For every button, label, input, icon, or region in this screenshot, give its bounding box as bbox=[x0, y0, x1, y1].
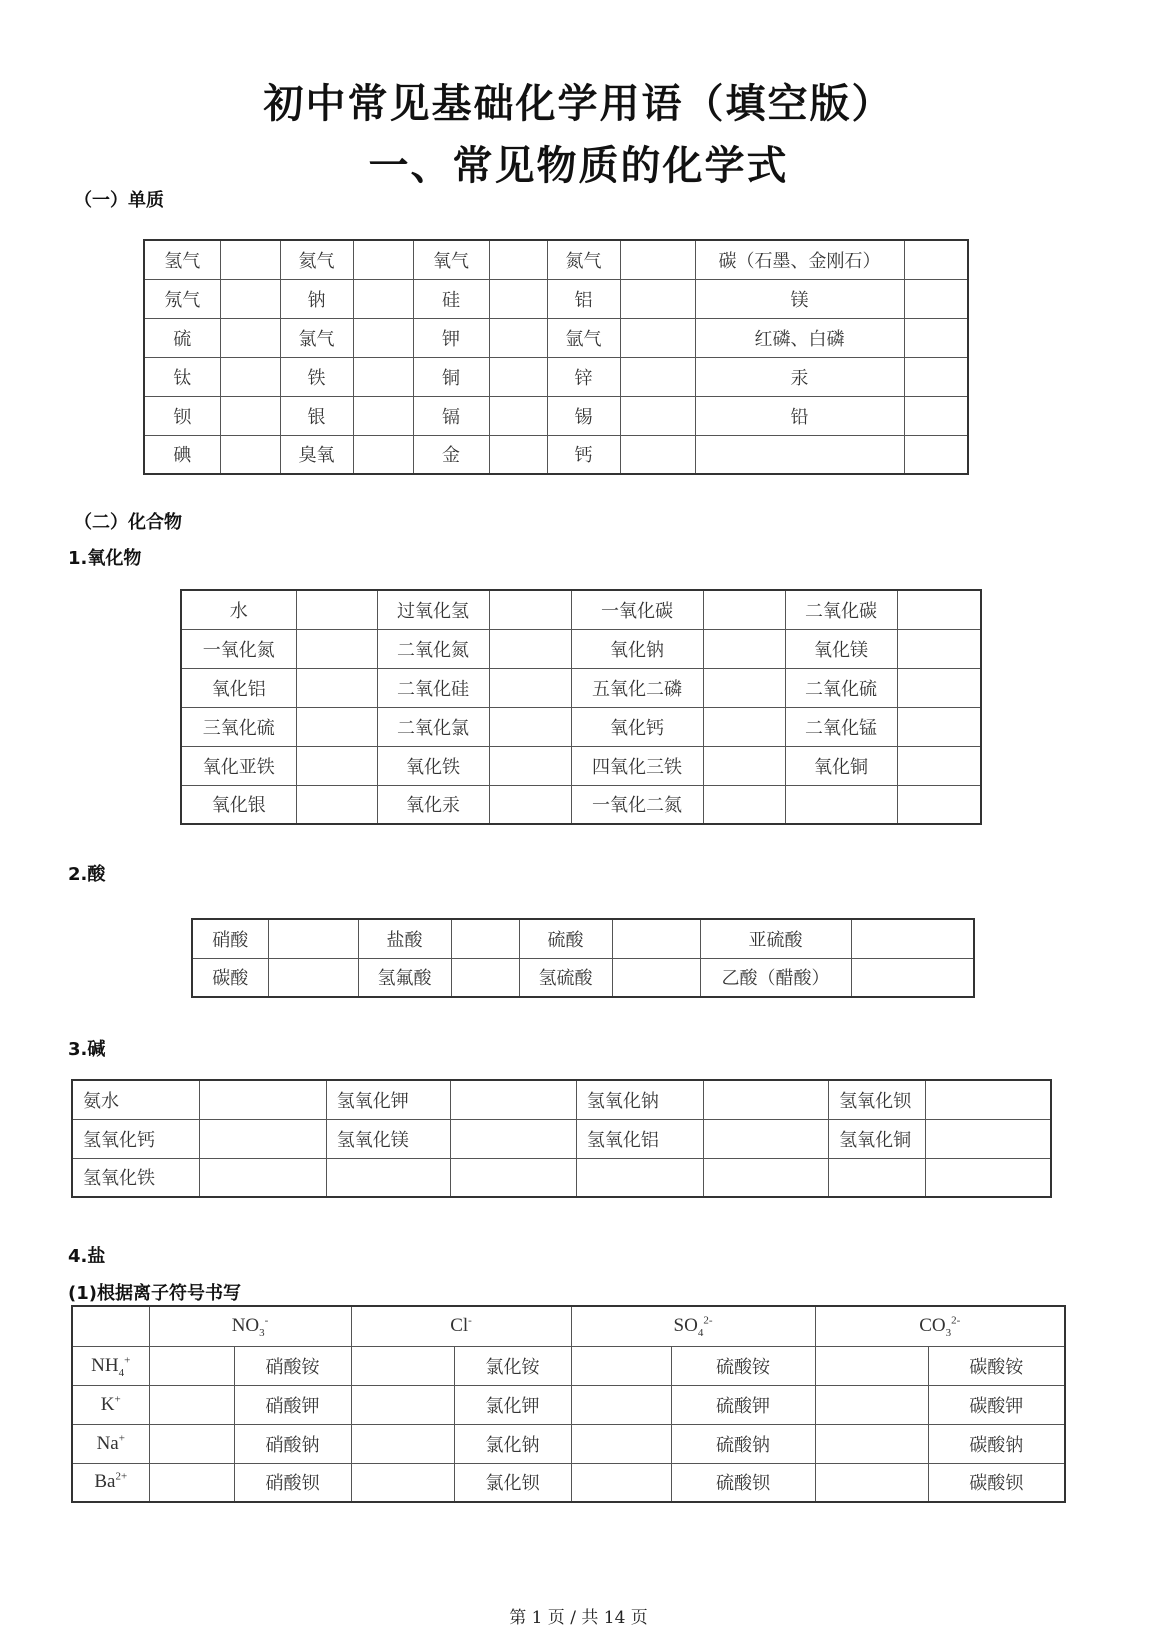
oxides-answer-cell[interactable] bbox=[489, 629, 571, 668]
oxides-row bbox=[181, 785, 981, 824]
salt-answer-cell[interactable] bbox=[149, 1463, 234, 1502]
ion-subscript: 3 bbox=[259, 1327, 265, 1340]
bases-label-cell bbox=[576, 1158, 703, 1197]
elements-table bbox=[143, 239, 969, 475]
section_elements-answer-cell[interactable] bbox=[904, 357, 968, 396]
ion-charge: 2- bbox=[703, 1314, 713, 1327]
salt-name-cell: 硝酸钡 bbox=[234, 1463, 351, 1502]
bases-answer-cell[interactable] bbox=[925, 1080, 1051, 1119]
section_elements-label-cell: 锡 bbox=[547, 396, 620, 435]
acids-label-cell: 氢氟酸 bbox=[358, 958, 451, 997]
oxides-answer-cell[interactable] bbox=[296, 746, 377, 785]
oxides-label-cell: 四氧化三铁 bbox=[571, 746, 703, 785]
salts-subheading: (1)根据离子符号书写 bbox=[68, 1283, 241, 1304]
oxides-heading: 1.氧化物 bbox=[68, 548, 142, 569]
ion-symbol: CO bbox=[919, 1315, 946, 1337]
acids-answer-cell[interactable] bbox=[451, 919, 519, 958]
section_elements-answer-cell[interactable] bbox=[220, 435, 280, 474]
oxides-label-cell: 二氧化硅 bbox=[377, 668, 489, 707]
bases-label-cell: 氢氧化镁 bbox=[326, 1119, 451, 1158]
section_elements-answer-cell[interactable] bbox=[353, 279, 413, 318]
oxides-row bbox=[181, 590, 981, 629]
oxides-label-cell: 氧化铝 bbox=[181, 668, 296, 707]
salt-answer-cell[interactable] bbox=[571, 1463, 671, 1502]
section_elements-label-cell: 氢气 bbox=[144, 240, 220, 279]
ion-charge: + bbox=[114, 1393, 121, 1406]
acids-label-cell: 盐酸 bbox=[358, 919, 451, 958]
acids-label-cell: 亚硫酸 bbox=[700, 919, 851, 958]
section_elements-answer-cell[interactable] bbox=[220, 240, 280, 279]
oxides-label-cell: 氧化镁 bbox=[785, 629, 897, 668]
salts-table bbox=[71, 1305, 1066, 1503]
bases-heading: 3.碱 bbox=[68, 1039, 106, 1060]
bases-label-cell: 氢氧化铁 bbox=[72, 1158, 200, 1197]
salt-answer-cell[interactable] bbox=[571, 1346, 671, 1385]
oxides-answer-cell[interactable] bbox=[489, 785, 571, 824]
bases-answer-cell[interactable] bbox=[200, 1158, 327, 1197]
salt-answer-cell[interactable] bbox=[571, 1424, 671, 1463]
salt-name-cell: 硫酸钡 bbox=[671, 1463, 815, 1502]
salt-name-cell: 碳酸钾 bbox=[928, 1385, 1065, 1424]
section_elements-label-cell: 红磷、白磷 bbox=[695, 318, 904, 357]
salts-row bbox=[72, 1424, 1065, 1463]
section_elements-label-cell: 钾 bbox=[413, 318, 489, 357]
oxides-answer-cell[interactable] bbox=[296, 590, 377, 629]
section_elements-row bbox=[144, 318, 968, 357]
acids-label-cell: 硝酸 bbox=[192, 919, 268, 958]
oxides-label-cell: 氧化银 bbox=[181, 785, 296, 824]
section_elements-answer-cell[interactable] bbox=[620, 435, 695, 474]
salt-name-cell: 氯化钡 bbox=[454, 1463, 571, 1502]
ion-charge: - bbox=[264, 1314, 269, 1327]
acids-table bbox=[191, 918, 975, 998]
ion-symbol: NH bbox=[91, 1354, 119, 1376]
oxides-row bbox=[181, 707, 981, 746]
oxides-label-cell: 氧化亚铁 bbox=[181, 746, 296, 785]
salts-heading: 4.盐 bbox=[68, 1246, 106, 1267]
section_elements-answer-cell[interactable] bbox=[904, 396, 968, 435]
section-title: 一、常见物质的化学式 bbox=[368, 143, 789, 189]
bases-row bbox=[72, 1119, 1051, 1158]
salt-name-cell: 硫酸铵 bbox=[671, 1346, 815, 1385]
anion-formula bbox=[231, 1314, 269, 1340]
section_elements-answer-cell[interactable] bbox=[620, 357, 695, 396]
section_elements-answer-cell[interactable] bbox=[620, 279, 695, 318]
section_elements-label-cell: 硅 bbox=[413, 279, 489, 318]
oxides-label-cell: 二氧化碳 bbox=[785, 590, 897, 629]
cation-header-cell bbox=[72, 1385, 149, 1424]
anion-formula bbox=[673, 1314, 713, 1340]
oxides-label-cell: 三氧化硫 bbox=[181, 707, 296, 746]
acids-answer-cell[interactable] bbox=[612, 958, 700, 997]
section_elements-label-cell: 碘 bbox=[144, 435, 220, 474]
oxides-answer-cell[interactable] bbox=[489, 668, 571, 707]
bases-answer-cell[interactable] bbox=[925, 1158, 1051, 1197]
salt-answer-cell[interactable] bbox=[815, 1346, 928, 1385]
acids-answer-cell[interactable] bbox=[612, 919, 700, 958]
oxides-table bbox=[180, 589, 982, 825]
acids-answer-cell[interactable] bbox=[851, 919, 974, 958]
oxides-label-cell: 氧化钠 bbox=[571, 629, 703, 668]
bases-label-cell: 氢氧化钠 bbox=[576, 1080, 703, 1119]
section_elements-row bbox=[144, 240, 968, 279]
section_elements-answer-cell[interactable] bbox=[220, 318, 280, 357]
section_elements-answer-cell[interactable] bbox=[353, 435, 413, 474]
cation-header-cell bbox=[72, 1346, 149, 1385]
salts-row bbox=[72, 1346, 1065, 1385]
anion-formula bbox=[919, 1314, 961, 1340]
ion-charge: 2- bbox=[951, 1314, 961, 1327]
section_elements-label-cell: 镉 bbox=[413, 396, 489, 435]
bases-answer-cell[interactable] bbox=[200, 1080, 327, 1119]
salt-name-cell: 硫酸钾 bbox=[671, 1385, 815, 1424]
elements-heading: （一）单质 bbox=[74, 190, 164, 211]
salts-row bbox=[72, 1463, 1065, 1502]
section_elements-row bbox=[144, 435, 968, 474]
section_elements-answer-cell[interactable] bbox=[489, 396, 547, 435]
oxides-answer-cell[interactable] bbox=[897, 668, 981, 707]
oxides-answer-cell[interactable] bbox=[703, 590, 785, 629]
bases-answer-cell[interactable] bbox=[703, 1080, 829, 1119]
salt-answer-cell[interactable] bbox=[351, 1385, 454, 1424]
oxides-label-cell: 二氧化氮 bbox=[377, 629, 489, 668]
bases-answer-cell[interactable] bbox=[451, 1119, 577, 1158]
anion-header-cell bbox=[571, 1306, 815, 1346]
salt-answer-cell[interactable] bbox=[815, 1385, 928, 1424]
section_elements-label-cell: 钛 bbox=[144, 357, 220, 396]
oxides-answer-cell[interactable] bbox=[489, 707, 571, 746]
section_elements-label-cell: 硫 bbox=[144, 318, 220, 357]
section_elements-label-cell: 金 bbox=[413, 435, 489, 474]
section_elements-label-cell: 镁 bbox=[695, 279, 904, 318]
section_elements-answer-cell[interactable] bbox=[904, 240, 968, 279]
section_elements-label-cell: 钠 bbox=[280, 279, 353, 318]
ion-subscript: 3 bbox=[945, 1327, 952, 1340]
oxides-label-cell: 过氧化氢 bbox=[377, 590, 489, 629]
oxides-label-cell: 一氧化二氮 bbox=[571, 785, 703, 824]
salt-name-cell: 硝酸铵 bbox=[234, 1346, 351, 1385]
salt-name-cell: 硝酸钠 bbox=[234, 1424, 351, 1463]
section_elements-label-cell: 银 bbox=[280, 396, 353, 435]
section_elements-label-cell: 铝 bbox=[547, 279, 620, 318]
section_elements-label-cell: 钡 bbox=[144, 396, 220, 435]
section_elements-answer-cell[interactable] bbox=[904, 279, 968, 318]
oxides-row bbox=[181, 629, 981, 668]
oxides-answer-cell[interactable] bbox=[703, 746, 785, 785]
oxides-answer-cell[interactable] bbox=[897, 746, 981, 785]
bases-label-cell: 氨水 bbox=[72, 1080, 200, 1119]
section_elements-label-cell: 氧气 bbox=[413, 240, 489, 279]
salt-answer-cell[interactable] bbox=[149, 1385, 234, 1424]
oxides-answer-cell[interactable] bbox=[897, 707, 981, 746]
salt-name-cell: 碳酸铵 bbox=[928, 1346, 1065, 1385]
section_elements-answer-cell[interactable] bbox=[489, 318, 547, 357]
acids-label-cell: 硫酸 bbox=[519, 919, 612, 958]
salt-name-cell: 氯化钠 bbox=[454, 1424, 571, 1463]
section_elements-row bbox=[144, 396, 968, 435]
acids-answer-cell[interactable] bbox=[268, 958, 358, 997]
ion-symbol: SO bbox=[673, 1315, 698, 1337]
section_elements-row bbox=[144, 279, 968, 318]
cation-header-cell bbox=[72, 1424, 149, 1463]
section_elements-label-cell: 钙 bbox=[547, 435, 620, 474]
anion-header-cell bbox=[815, 1306, 1065, 1346]
section_elements-label-cell: 铁 bbox=[280, 357, 353, 396]
section_elements-answer-cell[interactable] bbox=[620, 318, 695, 357]
section_elements-answer-cell[interactable] bbox=[353, 396, 413, 435]
page-footer: 第 1 页 / 共 14 页 bbox=[509, 1608, 648, 1628]
anion-header-cell bbox=[149, 1306, 351, 1346]
oxides-label-cell: 氧化钙 bbox=[571, 707, 703, 746]
oxides-answer-cell[interactable] bbox=[703, 707, 785, 746]
section_elements-answer-cell[interactable] bbox=[904, 435, 968, 474]
acids-label-cell: 碳酸 bbox=[192, 958, 268, 997]
acids-answer-cell[interactable] bbox=[851, 958, 974, 997]
section_elements-answer-cell[interactable] bbox=[620, 240, 695, 279]
oxides-answer-cell[interactable] bbox=[897, 785, 981, 824]
ion-subscript: 4 bbox=[697, 1327, 704, 1340]
salts-header-row bbox=[72, 1306, 1065, 1346]
ion-charge: - bbox=[468, 1314, 472, 1327]
section_elements-label-cell: 氮气 bbox=[547, 240, 620, 279]
oxides-answer-cell[interactable] bbox=[296, 668, 377, 707]
salt-name-cell: 硫酸钠 bbox=[671, 1424, 815, 1463]
ion-symbol: Na bbox=[96, 1432, 119, 1454]
oxides-answer-cell[interactable] bbox=[897, 629, 981, 668]
ion-charge: + bbox=[124, 1354, 131, 1367]
cation-formula bbox=[101, 1394, 121, 1415]
salt-name-cell: 碳酸钡 bbox=[928, 1463, 1065, 1502]
anion-header-cell bbox=[351, 1306, 571, 1346]
salt-answer-cell[interactable] bbox=[815, 1463, 928, 1502]
salt-name-cell: 硝酸钾 bbox=[234, 1385, 351, 1424]
section_elements-label-cell: 氩气 bbox=[547, 318, 620, 357]
section_elements-label-cell: 铜 bbox=[413, 357, 489, 396]
section_elements-label-cell: 锌 bbox=[547, 357, 620, 396]
bases-label-cell bbox=[829, 1158, 926, 1197]
salt-answer-cell[interactable] bbox=[149, 1346, 234, 1385]
section_elements-answer-cell[interactable] bbox=[220, 279, 280, 318]
section_elements-answer-cell[interactable] bbox=[220, 357, 280, 396]
oxides-answer-cell[interactable] bbox=[489, 746, 571, 785]
oxides-label-cell: 一氧化氮 bbox=[181, 629, 296, 668]
document-title: 初中常见基础化学用语（填空版） bbox=[263, 81, 894, 127]
oxides-label-cell: 二氧化硫 bbox=[785, 668, 897, 707]
bases-label-cell: 氢氧化钾 bbox=[326, 1080, 451, 1119]
oxides-answer-cell[interactable] bbox=[703, 629, 785, 668]
oxides-label-cell: 水 bbox=[181, 590, 296, 629]
acids-row bbox=[192, 958, 974, 997]
acids-heading: 2.酸 bbox=[68, 864, 106, 885]
oxides-label-cell: 二氧化氯 bbox=[377, 707, 489, 746]
oxides-row bbox=[181, 668, 981, 707]
section_elements-label-cell: 氖气 bbox=[144, 279, 220, 318]
cation-formula bbox=[97, 1433, 125, 1454]
ion-symbol: K bbox=[100, 1393, 115, 1415]
ion-symbol: Ba bbox=[94, 1471, 116, 1493]
oxides-label-cell: 氧化汞 bbox=[377, 785, 489, 824]
bases-answer-cell[interactable] bbox=[703, 1158, 829, 1197]
bases-answer-cell[interactable] bbox=[451, 1080, 577, 1119]
oxides-label-cell: 一氧化碳 bbox=[571, 590, 703, 629]
oxides-row bbox=[181, 746, 981, 785]
oxides-answer-cell[interactable] bbox=[897, 590, 981, 629]
salt-answer-cell[interactable] bbox=[571, 1385, 671, 1424]
section_elements-label-cell: 氦气 bbox=[280, 240, 353, 279]
anion-formula bbox=[450, 1315, 472, 1336]
section_elements-answer-cell[interactable] bbox=[904, 318, 968, 357]
ion-symbol: Cl bbox=[450, 1315, 469, 1337]
section_elements-label-cell: 臭氧 bbox=[280, 435, 353, 474]
oxides-label-cell: 氧化铜 bbox=[785, 746, 897, 785]
bases-answer-cell[interactable] bbox=[451, 1158, 577, 1197]
section_elements-label-cell bbox=[695, 435, 904, 474]
ion-charge: 2+ bbox=[115, 1470, 128, 1483]
bases-answer-cell[interactable] bbox=[703, 1119, 829, 1158]
oxides-label-cell bbox=[785, 785, 897, 824]
acids-answer-cell[interactable] bbox=[268, 919, 358, 958]
cation-formula bbox=[94, 1471, 127, 1492]
oxides-answer-cell[interactable] bbox=[703, 668, 785, 707]
acids-label-cell: 乙酸（醋酸） bbox=[700, 958, 851, 997]
section_elements-answer-cell[interactable] bbox=[620, 396, 695, 435]
salt-answer-cell[interactable] bbox=[815, 1424, 928, 1463]
section_elements-answer-cell[interactable] bbox=[220, 396, 280, 435]
ion-subscript: 4 bbox=[118, 1366, 125, 1379]
acids-label-cell: 氢硫酸 bbox=[519, 958, 612, 997]
bases-label-cell: 氢氧化钙 bbox=[72, 1119, 200, 1158]
ion-symbol: NO bbox=[231, 1315, 260, 1337]
acids-row bbox=[192, 919, 974, 958]
oxides-label-cell: 五氧化二磷 bbox=[571, 668, 703, 707]
oxides-label-cell: 二氧化锰 bbox=[785, 707, 897, 746]
section_elements-answer-cell[interactable] bbox=[353, 240, 413, 279]
oxides-answer-cell[interactable] bbox=[296, 707, 377, 746]
section_elements-answer-cell[interactable] bbox=[489, 240, 547, 279]
ion-charge: + bbox=[118, 1432, 125, 1445]
compounds-heading: （二）化合物 bbox=[74, 512, 182, 533]
salts-row bbox=[72, 1385, 1065, 1424]
salt-name-cell: 氯化钾 bbox=[454, 1385, 571, 1424]
salt-answer-cell[interactable] bbox=[351, 1463, 454, 1502]
salt-name-cell: 氯化铵 bbox=[454, 1346, 571, 1385]
bases-label-cell: 氢氧化铜 bbox=[829, 1119, 926, 1158]
section_elements-label-cell: 汞 bbox=[695, 357, 904, 396]
bases-answer-cell[interactable] bbox=[925, 1119, 1051, 1158]
section_elements-answer-cell[interactable] bbox=[353, 357, 413, 396]
section_elements-answer-cell[interactable] bbox=[489, 435, 547, 474]
oxides-answer-cell[interactable] bbox=[489, 590, 571, 629]
acids-answer-cell[interactable] bbox=[451, 958, 519, 997]
bases-row bbox=[72, 1158, 1051, 1197]
cation-header-cell bbox=[72, 1463, 149, 1502]
section_elements-answer-cell[interactable] bbox=[353, 318, 413, 357]
salt-answer-cell[interactable] bbox=[351, 1346, 454, 1385]
section_elements-answer-cell[interactable] bbox=[489, 279, 547, 318]
bases-label-cell: 氢氧化铝 bbox=[576, 1119, 703, 1158]
oxides-label-cell: 氧化铁 bbox=[377, 746, 489, 785]
bases-row bbox=[72, 1080, 1051, 1119]
oxides-answer-cell[interactable] bbox=[703, 785, 785, 824]
section_elements-row bbox=[144, 357, 968, 396]
section_elements-label-cell: 碳（石墨、金刚石） bbox=[695, 240, 904, 279]
oxides-answer-cell[interactable] bbox=[296, 629, 377, 668]
salt-name-cell: 碳酸钠 bbox=[928, 1424, 1065, 1463]
oxides-answer-cell[interactable] bbox=[296, 785, 377, 824]
cation-formula bbox=[91, 1354, 131, 1379]
salts-corner-cell bbox=[72, 1306, 149, 1346]
section_elements-label-cell: 铅 bbox=[695, 396, 904, 435]
bases-label-cell: 氢氧化钡 bbox=[829, 1080, 926, 1119]
bases-answer-cell[interactable] bbox=[200, 1119, 327, 1158]
section_elements-answer-cell[interactable] bbox=[489, 357, 547, 396]
bases-table bbox=[71, 1079, 1052, 1198]
section_elements-label-cell: 氯气 bbox=[280, 318, 353, 357]
salt-answer-cell[interactable] bbox=[149, 1424, 234, 1463]
bases-label-cell bbox=[326, 1158, 451, 1197]
salt-answer-cell[interactable] bbox=[351, 1424, 454, 1463]
